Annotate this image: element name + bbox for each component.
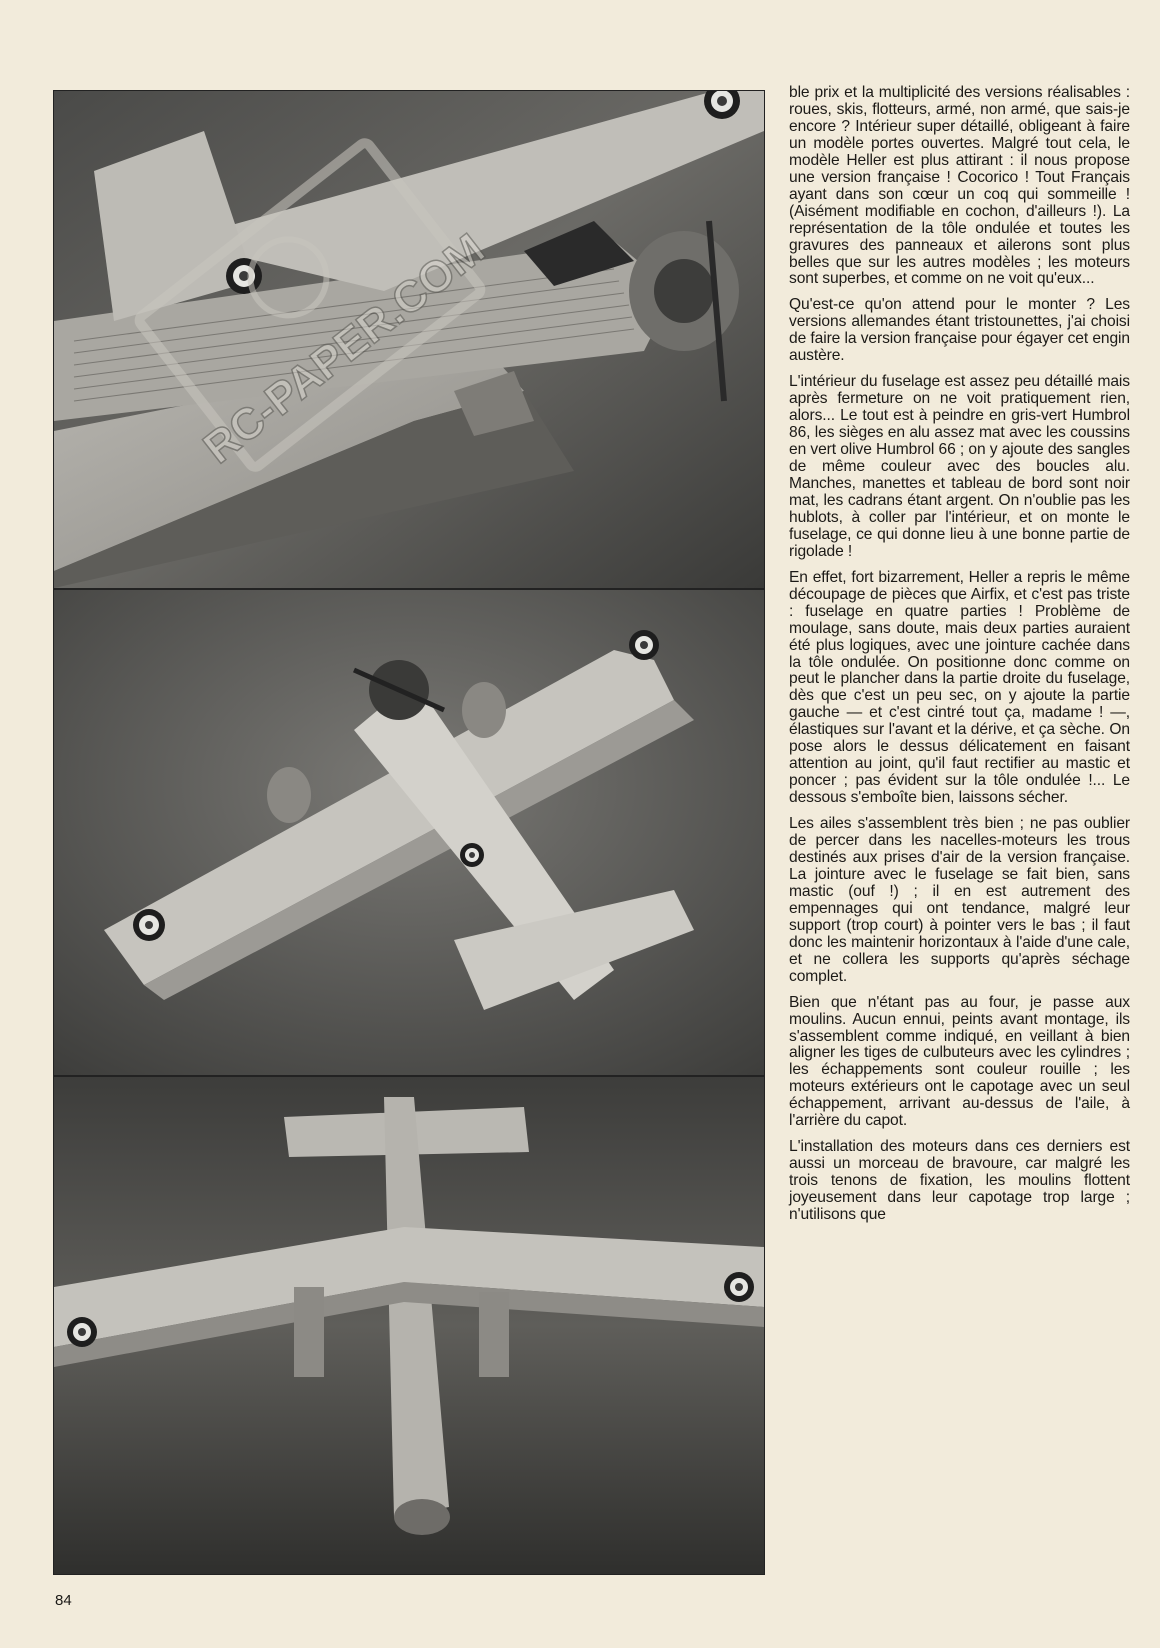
paragraph: ble prix et la multiplicité des versions réalisables : roues, skis, flotteurs, armé, non armé, que sais-je encore ? Intérieur super détaillé, obligeant à faire un modèle portes ouvertes. Malgré tout cela, le modèle Heller est plus attirant : il nous propose une version française ! Cocorico ! Tout Français ayant dans son cœur un coq qui sommeille ! (Aisément modifiable en cochon, d'ailleurs !). La représentation de la tôle ondulée et toutes les gravures des panneaux et ailerons sont plus belles que sur les autres modèles ; les moteurs sont superbes, et comme on ne voit qu'eux... — [789, 84, 1130, 288]
paragraph: L'installation des moteurs dans ces derniers est aussi un morceau de bravoure, car malgré les trois tenons de fixation, les moulins flottent joyeusement dans leur capotage trop large ; n'utilisons que — [789, 1138, 1130, 1224]
airplane-top-view-photo — [53, 589, 765, 1076]
paragraph: Qu'est-ce qu'on attend pour le monter ? Les versions allemandes étant tristounettes, j'ai choisi de faire la version française pour égayer cet engin austère. — [789, 296, 1130, 365]
article-body — [789, 85, 1130, 1575]
paragraph: En effet, fort bizarrement, Heller a repris le même découpage de pièces que Airfix, et c'est pas triste : fuselage en quatre parties ! Problème de moulage, sans doute, mais deux parties auraient été plus logiques, avec une jointure cachée dans la tôle ondulée. On positionne donc comme on peut le plancher dans la partie droite du fuselage, dès que c'est un peu sec, on y ajoute la partie gauche — et c'est cintré tout ça, madame ! —, élastiques sur l'avant et la dérive, et ça sèche. On pose alors le dessus délicatement en faisant attention au joint, qu'il faut rectifier au mastic et poncer ; pas évident sur la tôle ondulée !... Le dessous s'emboîte bien, laissons sécher. — [789, 568, 1130, 807]
watermark-stamp — [95, 90, 525, 520]
paragraph: Les ailes s'assemblent très bien ; ne pas oublier de percer dans les nacelles-moteurs les trous destinés aux prises d'air de la version française. La jointure avec le fuselage se fait bien, sans mastic (ouf !) ; il en est autrement des empennages qui ont tendance, malgré leur support (trop court) à pointer vers le bas ; il faut donc les maintenir horizontaux à l'aide d'une cale, et ne collera les supports qu'après séchage complet. — [789, 815, 1130, 985]
airplane-underside-view-photo — [53, 1076, 765, 1575]
page-number: 84 — [55, 1592, 72, 1609]
watermark-text: RC-PAPER.COM — [194, 224, 494, 474]
paragraph: Bien que n'étant pas au four, je passe aux moulins. Aucun ennui, peints avant montage, ils s'assemblent comme indiqué, en veillant à bien aligner les tiges de culbuteurs avec les cylindres ; les échappements sont couleur rouille ; les moteurs extérieurs ont le capotage avec un seul échappement, arrivant au-dessus de l'aile, à l'arrière du capot. — [789, 993, 1130, 1130]
paragraph: L'intérieur du fuselage est assez peu détaillé mais après fermeture on ne voit pratiquement rien, alors... Le tout est à peindre en gris-vert Humbrol 86, les sièges en alu assez mat avec les coussins en vert olive Humbrol 66 ; on y ajoute des sangles de même couleur avec des boucles alu. Manches, manettes et tableau de bord sont noir mat, les cadrans étant argent. On n'oublie pas les hublots, à coller par l'intérieur, et on monte le fuselage, ce qui donne lieu à une bonne partie de rigolade ! — [789, 373, 1130, 560]
